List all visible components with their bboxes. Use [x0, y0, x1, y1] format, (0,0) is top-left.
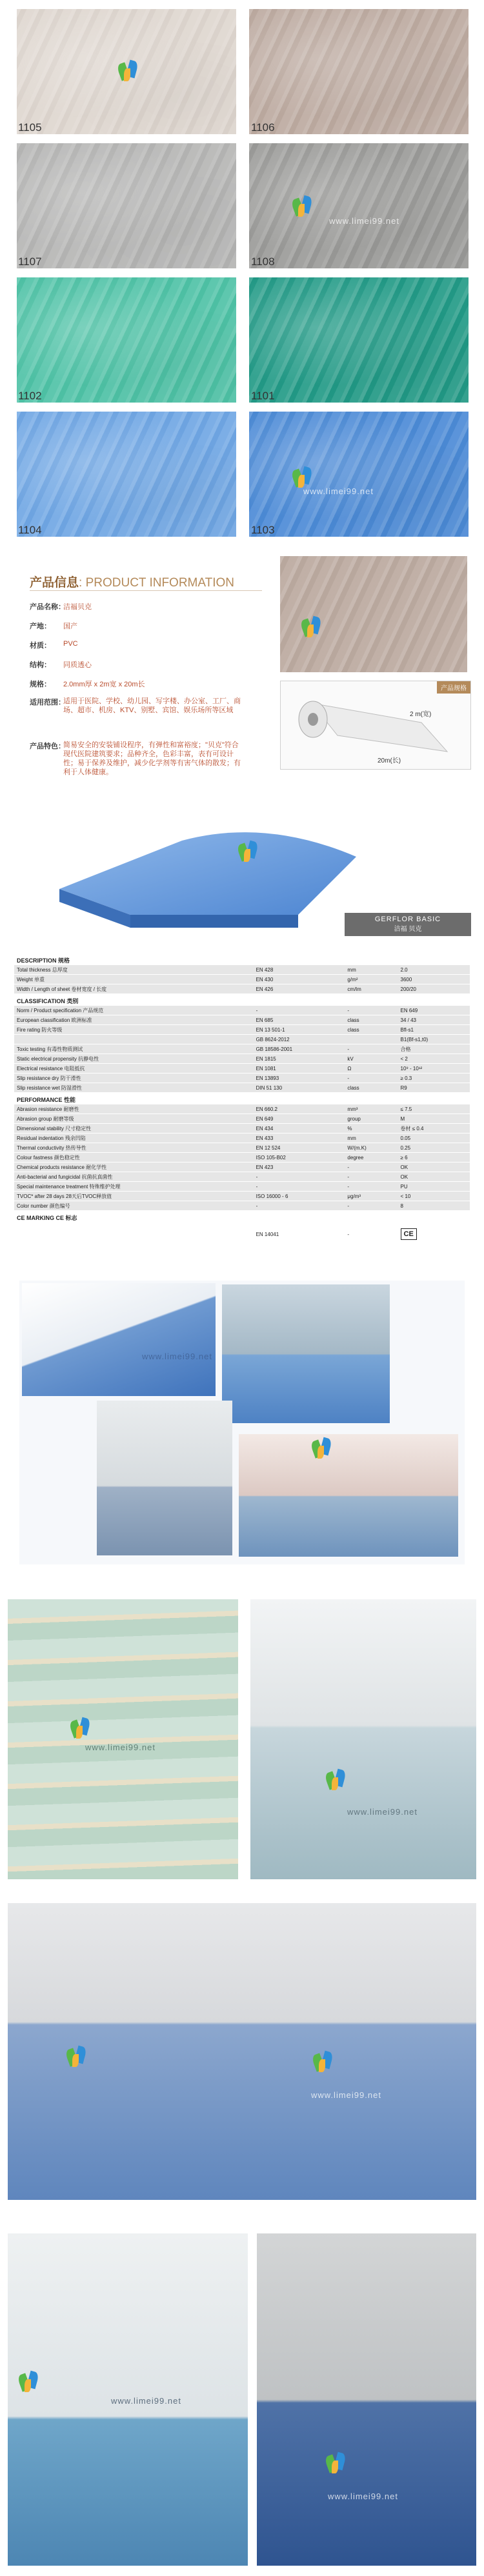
- watermark: www.limei99.net: [347, 1807, 418, 1817]
- swatch-tile: [249, 277, 469, 403]
- table-row: Dimensional stability 尺寸稳定性 EN 434 % 卷材 ≤ 0.4: [14, 1124, 470, 1133]
- swatch-code: 1102: [18, 390, 42, 402]
- roll-width-label: 2 m(宽): [410, 711, 432, 718]
- roll-length-label: 20m(长): [378, 757, 401, 764]
- brand-logo-icon: [293, 614, 332, 643]
- brand-logo-icon: [10, 2369, 49, 2397]
- table-row: Colour fastness 颜色稳定性 ISO 105-B02 degree ≥ 6: [14, 1153, 470, 1163]
- table-row: Toxic testing 有毒性物质测试 GB 18586-2001 - 合格: [14, 1044, 470, 1054]
- swatch-tile: [249, 412, 469, 537]
- photo-lobby: [239, 1434, 458, 1557]
- product-sample-image: [280, 556, 467, 672]
- ce-mark: CE: [401, 1228, 417, 1240]
- table-row: Thermal conductivity 热传导性 EN 12 524 W/(m.K) 0.25: [14, 1143, 470, 1153]
- brand-logo-icon: [303, 1435, 342, 1464]
- table-row: Static electrical propensity 抗静电性 EN 1815 kV < 2: [14, 1054, 470, 1064]
- table-row: Color number 颜色编号 - - 8: [14, 1201, 470, 1211]
- table-section-header: DESCRIPTION 规格: [17, 957, 70, 964]
- table-row: EN 14041 - CE: [14, 1223, 470, 1246]
- swatch-tile: [249, 143, 469, 268]
- roll-icon: [286, 690, 467, 766]
- swatch-tile: [249, 9, 469, 134]
- watermark: www.limei99.net: [111, 2396, 181, 2406]
- brand-logo-icon: [318, 1767, 356, 1795]
- banner-en: GERFLOR BASIC: [374, 915, 441, 923]
- photo-stairs: [8, 1599, 238, 1879]
- roll-diagram: [280, 681, 471, 770]
- swatch-code: 1105: [18, 121, 42, 134]
- table-row: European classification 欧洲标准 EN 685 class 34 / 43: [14, 1015, 470, 1025]
- brand-logo-icon: [230, 839, 268, 867]
- table-row: Anti-bacterial and fungicidal 抗菌抗真菌性 - - OK: [14, 1172, 470, 1182]
- table-row: Abrasion group 耐磨等级 EN 649 group M: [14, 1114, 470, 1124]
- table-row: Electrical resistance 电阻抵抗 EN 1081 Ω 10⁹ - 10¹²: [14, 1064, 470, 1073]
- swatch-code: 1103: [251, 524, 275, 536]
- watermark: www.limei99.net: [328, 2491, 398, 2501]
- watermark: www.limei99.net: [85, 1742, 156, 1752]
- brand-logo-icon: [110, 58, 148, 86]
- banner-cn: 洁福 贝克: [394, 926, 422, 933]
- table-row: Total thickness 总厚度 EN 428 mm 2.0: [14, 965, 470, 975]
- swatch-code: 1108: [251, 255, 275, 268]
- watermark: www.limei99.net: [142, 1352, 212, 1361]
- table-section-header: PERFORMANCE 性能: [17, 1097, 76, 1103]
- brand-logo-icon: [284, 194, 323, 222]
- watermark: www.limei99.net: [311, 2090, 381, 2100]
- spec-table: [14, 954, 470, 1246]
- photo-operating-room: [8, 1903, 476, 2200]
- photo-blue-corridor: [22, 1283, 216, 1396]
- brand-logo-icon: [62, 1715, 101, 1744]
- table-section-header: CE MARKING CE 标志: [17, 1215, 77, 1221]
- table-row: Special maintenance treatment 特殊维护处理 - - PU: [14, 1182, 470, 1192]
- table-row: Norm / Product specification 产品规范 - - EN 649: [14, 1006, 470, 1015]
- swatch-tile: [17, 143, 236, 268]
- brand-logo-icon: [58, 2044, 97, 2072]
- section-title: 产品信息: PRODUCT INFORMATION: [30, 576, 235, 590]
- table-row: Width / Length of sheet 卷材宽度 / 长度 EN 426 cm/lm 200/20: [14, 984, 470, 994]
- table-section-header: CLASSIFICATION 类别: [17, 998, 79, 1004]
- photo-reception: [257, 2233, 476, 2566]
- table-row: Slip resistance wet 防湿滑性 DIN 51 130 class R9: [14, 1083, 470, 1093]
- photo-atrium: [250, 1599, 476, 1879]
- table-row: Residual indentation 残余凹陷 EN 433 mm 0.05: [14, 1133, 470, 1143]
- swatch-code: 1107: [18, 255, 42, 268]
- watermark: www.limei99.net: [303, 486, 374, 496]
- table-row: Weight 单重 EN 430 g/m² 3600: [14, 975, 470, 984]
- brand-logo-icon: [305, 2049, 343, 2077]
- swatch-tile: [17, 412, 236, 537]
- table-row: Fire rating 防火等级 EN 13 501-1 class Bfl-s1: [14, 1025, 470, 1035]
- photo-medical-room: [8, 2233, 248, 2566]
- swatch-tile: [17, 277, 236, 403]
- feature-text: 简易安全的安装铺设程序，有弹性和富裕度；"贝克"符合现代医院建筑要求；品种齐全，色彩丰富，表有可设计性；易于保养及维护，减少化学剂等有害气体的散发；有利于人体健康。: [63, 741, 241, 776]
- spec-badge: 产品规格: [437, 681, 470, 694]
- title-divider: [30, 590, 262, 591]
- photo-collage-hospital: [19, 1281, 465, 1564]
- swatch-code: 1101: [251, 390, 275, 402]
- usage-text: 适用于医院、学校、幼儿园、写字楼、办公室、工厂、商场、超市、机房、KTV、别墅、宾馆、娱乐场所等区域: [63, 697, 241, 714]
- table-row: Slip resistance dry 防干滑性 EN 13893 - ≥ 0.3: [14, 1073, 470, 1083]
- table-row: TVOC* after 28 days 28天后TVOC释放值 ISO 16000 - 6 μg/m³ < 10: [14, 1192, 470, 1201]
- photo-hallway: [97, 1401, 232, 1555]
- table-row: GB 8624-2012 B1(Bf-s1,t0): [14, 1035, 470, 1044]
- product-banner: [345, 913, 471, 936]
- swatch-code: 1104: [18, 524, 42, 536]
- swatch-code: 1106: [251, 121, 275, 134]
- table-row: Abrasion resistance 耐磨性 EN 660.2 mm³ ≤ 7.5: [14, 1104, 470, 1114]
- brand-logo-icon: [318, 2450, 356, 2479]
- table-row: Chemical products resistance 耐化学性 EN 423 - OK: [14, 1163, 470, 1172]
- photo-workshop: [222, 1284, 390, 1423]
- watermark: www.limei99.net: [329, 216, 399, 226]
